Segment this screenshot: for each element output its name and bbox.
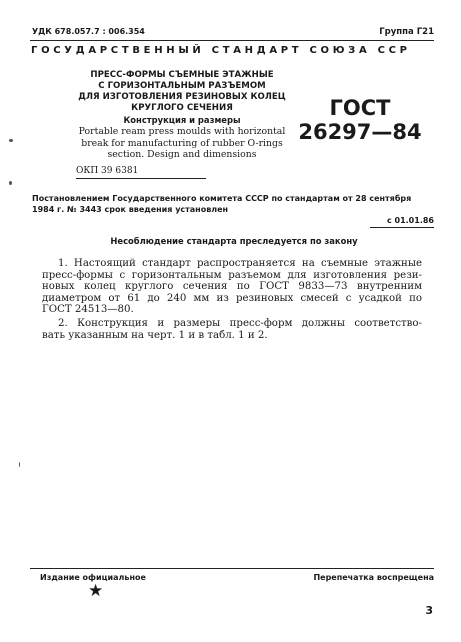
standard-name: ГОСУДАРСТВЕННЫЙ СТАНДАРТ СОЮЗА ССР xyxy=(31,45,411,56)
paragraph-line: 1. Настоящий стандарт распространяется на съемные этажные xyxy=(58,258,422,269)
official-edition: Издание официальное xyxy=(40,573,146,582)
title-en-line: section. Design and dimensions xyxy=(107,149,257,160)
title-ru-line: ДЛЯ ИЗГОТОВЛЕНИЯ РЕЗИНОВЫХ КОЛЕЦ xyxy=(78,92,286,102)
scan-speck xyxy=(9,181,12,185)
okp-code: ОКП 39 6381 xyxy=(76,166,139,176)
date-underline xyxy=(370,227,434,228)
okp-divider xyxy=(76,178,206,179)
title-en-line: break for manufacturing of rubber O-rings xyxy=(81,137,283,149)
effective-date: с 01.01.86 xyxy=(386,216,434,225)
title-block xyxy=(78,70,286,161)
paragraph-line: ГОСТ 24513—80. xyxy=(42,304,134,315)
paragraph-1 xyxy=(42,258,422,316)
gost-number: 26297—84 xyxy=(298,120,422,144)
paragraph-line: диаметром от 61 до 240 мм из резиновых смесей с усадкой по xyxy=(42,292,422,304)
decree-text: Постановлением Государственного комитета СССР по стандартам от 28 сентября 1984 г. № 3443 срок введения установлен xyxy=(32,194,412,214)
title-ru-line: ПРЕСС-ФОРМЫ СЪЕМНЫЕ ЭТАЖНЫЕ xyxy=(90,70,274,80)
page-number: 3 xyxy=(425,604,433,617)
paragraph-line: новых колец круглого сечения по ГОСТ 9833—73 внутренним xyxy=(42,281,422,292)
header-divider xyxy=(30,40,434,41)
title-en-line: Portable ream press moulds with horizontal xyxy=(78,126,286,137)
title-ru-line: С ГОРИЗОНТАЛЬНЫМ РАЗЪЕМОМ xyxy=(98,81,266,91)
gost-designation xyxy=(290,96,430,145)
scan-speck xyxy=(19,462,20,467)
footer-divider xyxy=(30,568,434,569)
law-warning: Несоблюдение стандарта преследуется по закону xyxy=(110,236,358,246)
udk-code: УДК 678.057.7 : 006.354 xyxy=(32,27,145,36)
paragraph-2 xyxy=(42,318,422,341)
paragraph-line: 2. Конструкция и размеры пресс-форм должны соответство- xyxy=(58,318,422,329)
title-ru-subtitle: Конструкция и размеры xyxy=(123,115,241,125)
title-ru-line: КРУГЛОГО СЕЧЕНИЯ xyxy=(131,103,233,113)
reprint-notice: Перепечатка воспрещена xyxy=(313,573,434,582)
scan-speck xyxy=(9,139,13,142)
star-icon: ★ xyxy=(88,581,104,601)
gost-word: ГОСТ xyxy=(329,96,391,120)
group-code: Группа Г21 xyxy=(379,27,434,37)
paragraph-line: пресс-формы с горизонтальным разъемом для изготовления рези- xyxy=(42,269,422,281)
paragraph-line: вать указанным на черт. 1 и в табл. 1 и 2. xyxy=(42,329,268,341)
